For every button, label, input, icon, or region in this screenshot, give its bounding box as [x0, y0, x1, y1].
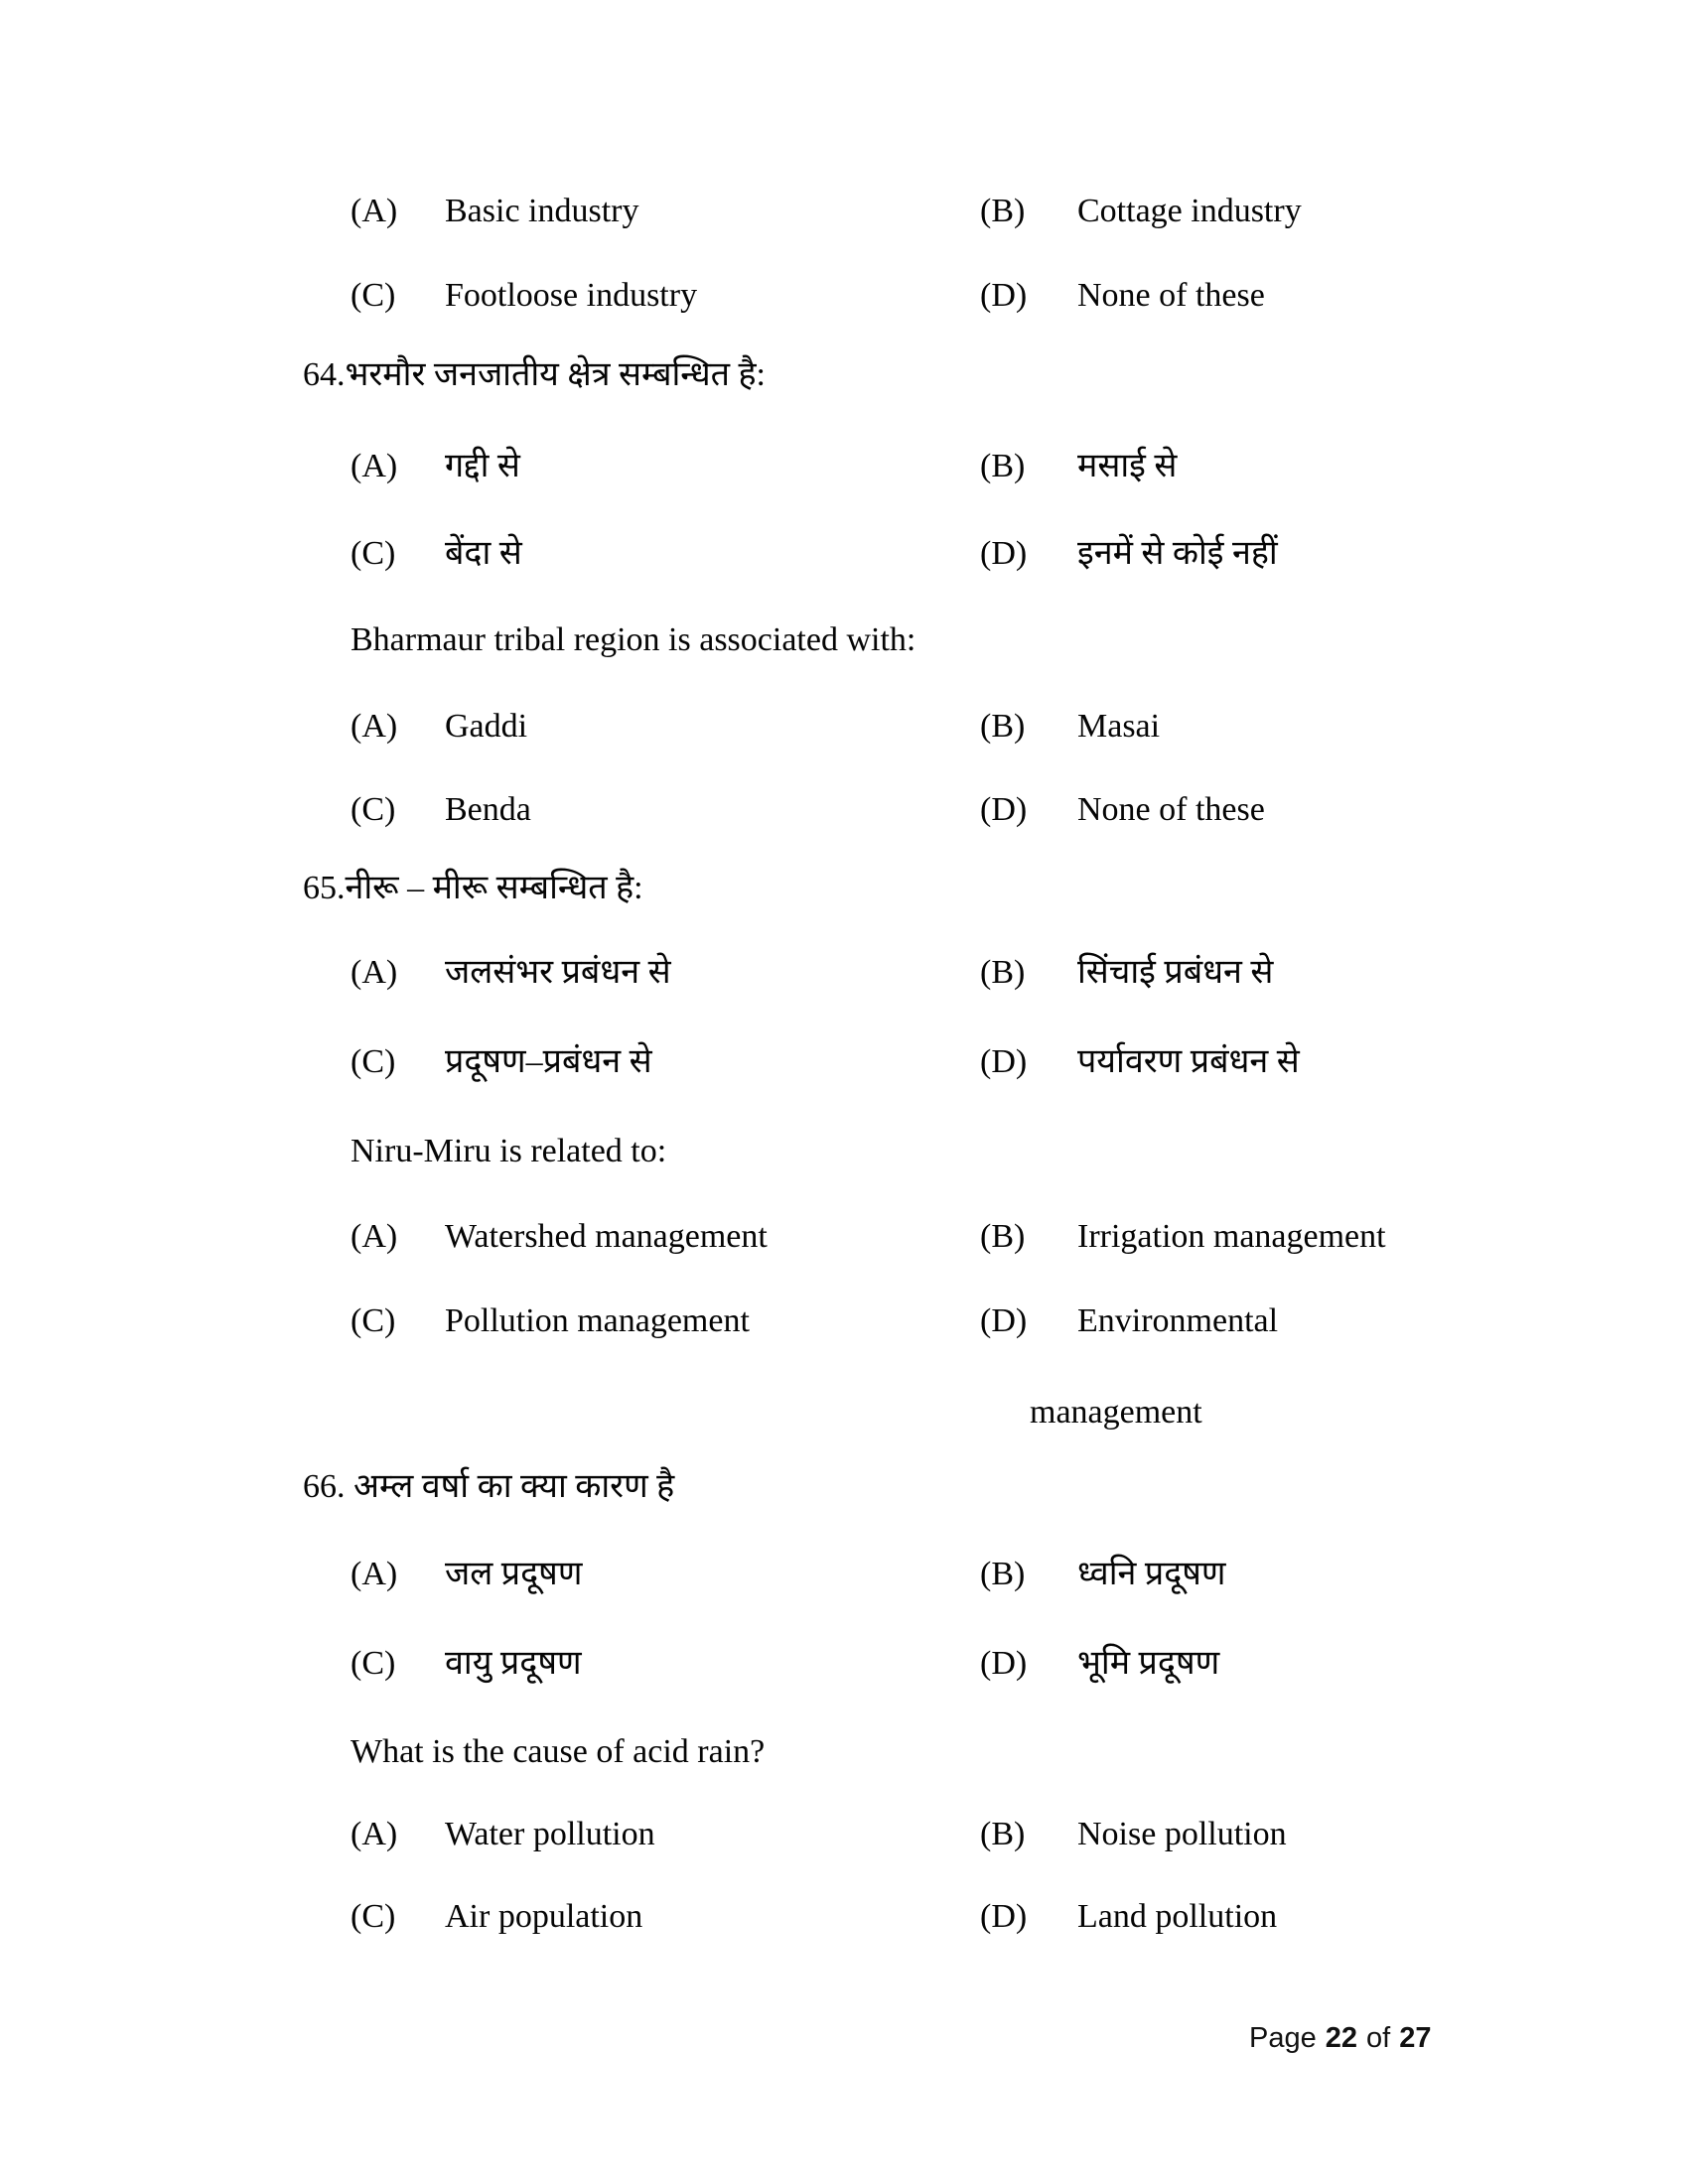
- question-text: What is the cause of acid rain?: [351, 1733, 766, 1770]
- option-text-d: Land pollution: [1077, 1898, 1278, 1935]
- option-text-a: Basic industry: [445, 193, 639, 229]
- option-text-b: ध्वनि प्रदूषण: [1077, 1556, 1226, 1592]
- option-row: [0, 1042, 1688, 1102]
- question-text: 64.भरमौर जनजातीय क्षेत्र सम्बन्धित है:: [303, 356, 766, 393]
- option-label-c: (C): [351, 277, 396, 314]
- option-row: [0, 1815, 1688, 1874]
- option-text-a: गद्दी से: [445, 448, 520, 484]
- option-text-a: जलसंभर प्रबंधन से: [445, 954, 671, 991]
- question-65-english: [0, 1132, 1688, 1191]
- option-d-continuation: [0, 1393, 1688, 1452]
- option-row: [0, 1644, 1688, 1704]
- option-label-d: (D): [980, 791, 1028, 828]
- question-text: 65.नीरू – मीरू सम्बन्धित है:: [303, 870, 643, 906]
- option-text-c: Air population: [445, 1898, 643, 1935]
- option-row: [0, 790, 1688, 850]
- option-row: [0, 447, 1688, 506]
- option-text-a: Water pollution: [445, 1816, 655, 1852]
- question-64-english: [0, 620, 1688, 680]
- page-label: Page: [1249, 2022, 1317, 2054]
- option-text-d: इनमें से कोई नहीं: [1077, 535, 1278, 572]
- question-64-hindi: [0, 355, 1688, 415]
- option-row: [0, 192, 1688, 251]
- option-label-d: (D): [980, 277, 1028, 314]
- option-label-a: (A): [351, 954, 398, 991]
- option-label-d: (D): [980, 1302, 1028, 1339]
- option-text-c: बेंदा से: [445, 535, 522, 572]
- option-label-b: (B): [980, 1218, 1026, 1255]
- option-text-d: भूमि प्रदूषण: [1077, 1645, 1220, 1682]
- option-text-c: वायु प्रदूषण: [445, 1645, 582, 1682]
- option-text-b: Irrigation management: [1077, 1218, 1386, 1255]
- option-label-b: (B): [980, 954, 1026, 991]
- option-text-d-wrap: management: [1030, 1394, 1202, 1431]
- option-text-b: मसाई से: [1077, 448, 1178, 484]
- option-text-d: None of these: [1077, 791, 1265, 828]
- option-row: [0, 1897, 1688, 1957]
- option-label-c: (C): [351, 791, 396, 828]
- option-label-c: (C): [351, 1645, 396, 1682]
- page-number-footer: [1249, 2021, 1431, 2055]
- option-text-c: Benda: [445, 791, 531, 828]
- option-text-b: सिंचाई प्रबंधन से: [1077, 954, 1274, 991]
- option-text-d: पर्यावरण प्रबंधन से: [1077, 1043, 1300, 1080]
- question-65-hindi: [0, 869, 1688, 928]
- option-label-a: (A): [351, 1816, 398, 1852]
- option-text-b: Masai: [1077, 708, 1161, 745]
- option-row: [0, 1217, 1688, 1277]
- option-text-d: Environmental: [1077, 1302, 1279, 1339]
- total-page-number: 27: [1399, 2022, 1432, 2054]
- option-label-d: (D): [980, 1043, 1028, 1080]
- option-row: [0, 276, 1688, 336]
- question-text: Bharmaur tribal region is associated with:: [351, 621, 916, 658]
- question-66-hindi: [0, 1467, 1688, 1527]
- option-text-c: Footloose industry: [445, 277, 698, 314]
- option-label-a: (A): [351, 448, 398, 484]
- option-text-a: Watershed management: [445, 1218, 768, 1255]
- option-label-c: (C): [351, 1043, 396, 1080]
- option-text-b: Noise pollution: [1077, 1816, 1287, 1852]
- option-label-d: (D): [980, 535, 1028, 572]
- option-label-a: (A): [351, 1556, 398, 1592]
- option-label-c: (C): [351, 1302, 396, 1339]
- option-label-a: (A): [351, 708, 398, 745]
- option-text-a: जल प्रदूषण: [445, 1556, 583, 1592]
- option-text-d: None of these: [1077, 277, 1265, 314]
- question-66-english: [0, 1732, 1688, 1792]
- option-label-c: (C): [351, 1898, 396, 1935]
- option-text-c: प्रदूषण–प्रबंधन से: [445, 1043, 652, 1080]
- question-text: Niru-Miru is related to:: [351, 1133, 667, 1169]
- option-label-a: (A): [351, 1218, 398, 1255]
- question-text: 66. अम्ल वर्षा का क्या कारण है: [303, 1468, 675, 1505]
- option-label-b: (B): [980, 1816, 1026, 1852]
- option-text-c: Pollution management: [445, 1302, 750, 1339]
- option-label-b: (B): [980, 448, 1026, 484]
- option-row: [0, 707, 1688, 766]
- current-page-number: 22: [1325, 2022, 1357, 2054]
- option-label-b: (B): [980, 193, 1026, 229]
- option-label-b: (B): [980, 1556, 1026, 1592]
- option-text-b: Cottage industry: [1077, 193, 1302, 229]
- option-label-d: (D): [980, 1645, 1028, 1682]
- option-row: [0, 953, 1688, 1013]
- option-label-c: (C): [351, 535, 396, 572]
- option-label-b: (B): [980, 708, 1026, 745]
- option-row: [0, 1301, 1688, 1361]
- option-label-d: (D): [980, 1898, 1028, 1935]
- option-label-a: (A): [351, 193, 398, 229]
- option-row: [0, 534, 1688, 594]
- option-text-a: Gaddi: [445, 708, 528, 745]
- option-row: [0, 1555, 1688, 1614]
- of-label: of: [1366, 2022, 1391, 2054]
